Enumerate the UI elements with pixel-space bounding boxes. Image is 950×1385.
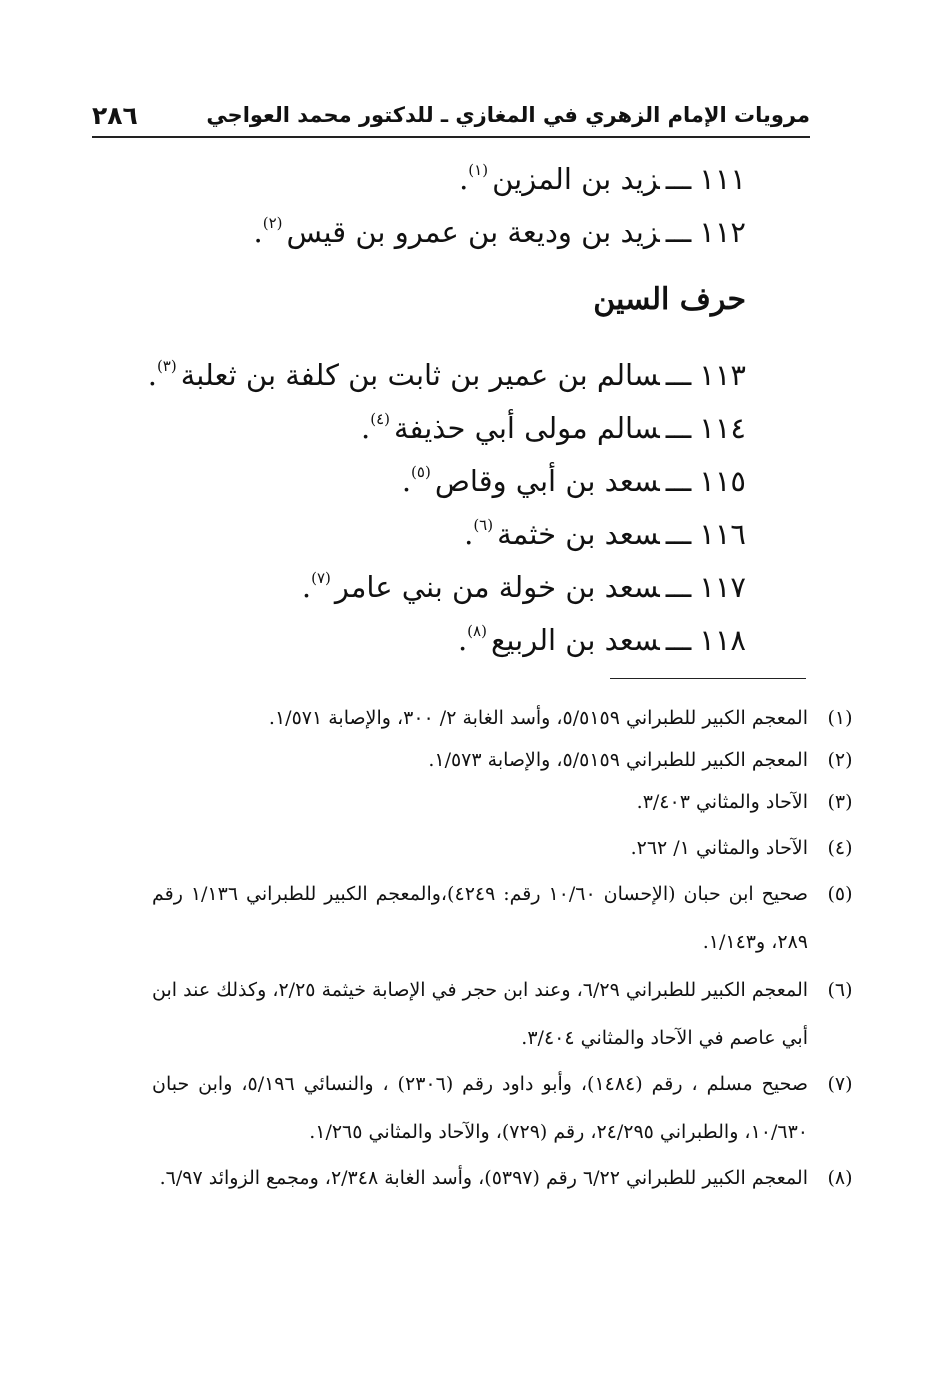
entry-period: . [401, 464, 412, 498]
footnote-number: (٢) [827, 749, 853, 771]
footnote-number: (١) [827, 707, 853, 729]
footnote-number: (٤) [827, 837, 853, 859]
entry-period: . [459, 162, 469, 196]
entry-item [148, 346, 746, 395]
footnote-text: صحيح مسلم ، رقم (١٤٨٤)، وأبو داود رقم (٢٣٠٦) ، والنسائي ٥/١٩٦، وابن حبان ١٠/٦٣٠، والطبراني ٢٤/٢٩٥، رقم (٧٢٩)، والآحاد والمثاني ١/٢٦٥. [152, 1073, 808, 1143]
entry-dash: ـــ [665, 215, 692, 249]
running-header [92, 94, 810, 138]
footnote-ref[interactable]: (٣) [156, 357, 177, 375]
entry-item [459, 150, 746, 199]
footnote [152, 870, 853, 966]
footnote-text: الآحاد والمثاني ١/ ٢٦٢. [630, 837, 808, 859]
running-title: مرويات الإمام الزهري في المغازي ـ للدكتور محمد العواجي [206, 103, 810, 127]
footnote [152, 824, 853, 872]
entry-period: . [361, 411, 371, 445]
entry-name: سعد بن الربيع [490, 623, 660, 657]
entry-item [402, 452, 746, 501]
footnote-ref[interactable]: (٧) [311, 569, 331, 587]
entry-name: سعد بن خولة من بني عامر [334, 570, 660, 604]
entry-item [361, 399, 746, 448]
entry-period: . [457, 623, 468, 657]
entry-dash: ـــ [665, 570, 692, 604]
footnote [152, 1060, 853, 1156]
entry-number: ١١٧ [699, 570, 746, 604]
footnote-text: المعجم الكبير للطبراني ٦/٢٢ رقم (٥٣٩٧)، وأسد الغابة ٢/٣٤٨، ومجمع الزوائد ٦/٩٧. [159, 1167, 808, 1189]
entry-dash: ـــ [665, 464, 692, 498]
footnote-ref[interactable]: (١) [468, 161, 489, 179]
entry-item [302, 558, 746, 607]
footnote-ref[interactable]: (٥) [411, 463, 431, 481]
entry-dash: ـــ [665, 162, 692, 196]
entry-name: سالم مولى أبي حذيفة [394, 411, 660, 445]
footnote-text: المعجم الكبير للطبراني ٥/٥١٥٩، والإصابة ١/٥٧٣. [428, 749, 808, 771]
footnote-ref[interactable]: (٢) [262, 214, 283, 232]
entry-item [254, 203, 746, 252]
footnote-ref[interactable]: (٨) [467, 622, 487, 640]
entry-item [464, 505, 746, 554]
footnote [152, 966, 853, 1062]
footnote-number: (٨) [827, 1167, 853, 1189]
entry-number: ١١١ [699, 162, 746, 196]
entry-dash: ـــ [665, 623, 692, 657]
footnote [152, 1154, 853, 1202]
footnote [152, 694, 853, 742]
footnote-text: الآحاد والمثاني ٣/٤٠٣. [636, 791, 808, 813]
section-heading: حرف السين [593, 282, 746, 317]
entry-number: ١١٨ [699, 623, 746, 657]
entry-dash: ـــ [665, 517, 692, 551]
entry-number: ١١٥ [699, 464, 746, 498]
footnote-text: صحيح ابن حبان (الإحسان ١٠/٦٠ رقم: ٤٢٤٩)،والمعجم الكبير للطبراني ١/١٣٦ رقم ٢٨٩، و١/١٤٣. [152, 883, 808, 953]
entry-period: . [301, 570, 312, 604]
footnote [152, 736, 853, 784]
footnote [152, 778, 853, 826]
footnote-separator [610, 678, 806, 679]
entry-period: . [147, 358, 157, 392]
entry-name: زيد بن وديعة بن عمرو بن قيس [286, 215, 660, 249]
footnote-text: المعجم الكبير للطبراني ٥/٥١٥٩، وأسد الغابة ٢/ ٣٠٠، والإصابة ١/٥٧١. [268, 707, 808, 729]
footnote-number: (٦) [827, 979, 853, 1001]
entry-period: . [464, 517, 474, 551]
entry-name: زيد بن المزين [492, 162, 660, 196]
page-number: ٢٨٦ [92, 100, 138, 130]
footnote-number: (٥) [827, 883, 853, 905]
entry-dash: ـــ [665, 411, 692, 445]
footnote-number: (٣) [827, 791, 853, 813]
entry-name: سالم بن عمير بن ثابت بن كلفة بن ثعلبة [180, 358, 660, 392]
entry-number: ١١٤ [699, 411, 746, 445]
entry-period: . [253, 215, 263, 249]
entry-name: سعد بن خثمة [497, 517, 660, 551]
entry-number: ١١٢ [699, 215, 746, 249]
entry-number: ١١٦ [699, 517, 746, 551]
entry-dash: ـــ [665, 358, 692, 392]
footnote-text: المعجم الكبير للطبراني ٦/٢٩، وعند ابن حجر في الإصابة خيثمة ٢/٢٥، وكذلك عند ابن أبي عاصم في الآحاد والمثاني ٣/٤٠٤. [152, 979, 809, 1049]
entry-item [458, 611, 746, 660]
footnote-number: (٧) [827, 1073, 853, 1095]
entry-number: ١١٣ [699, 358, 746, 392]
footnote-ref[interactable]: (٦) [473, 516, 494, 534]
footnote-ref[interactable]: (٤) [370, 410, 390, 428]
entry-name: سعد بن أبي وقاص [434, 464, 660, 498]
